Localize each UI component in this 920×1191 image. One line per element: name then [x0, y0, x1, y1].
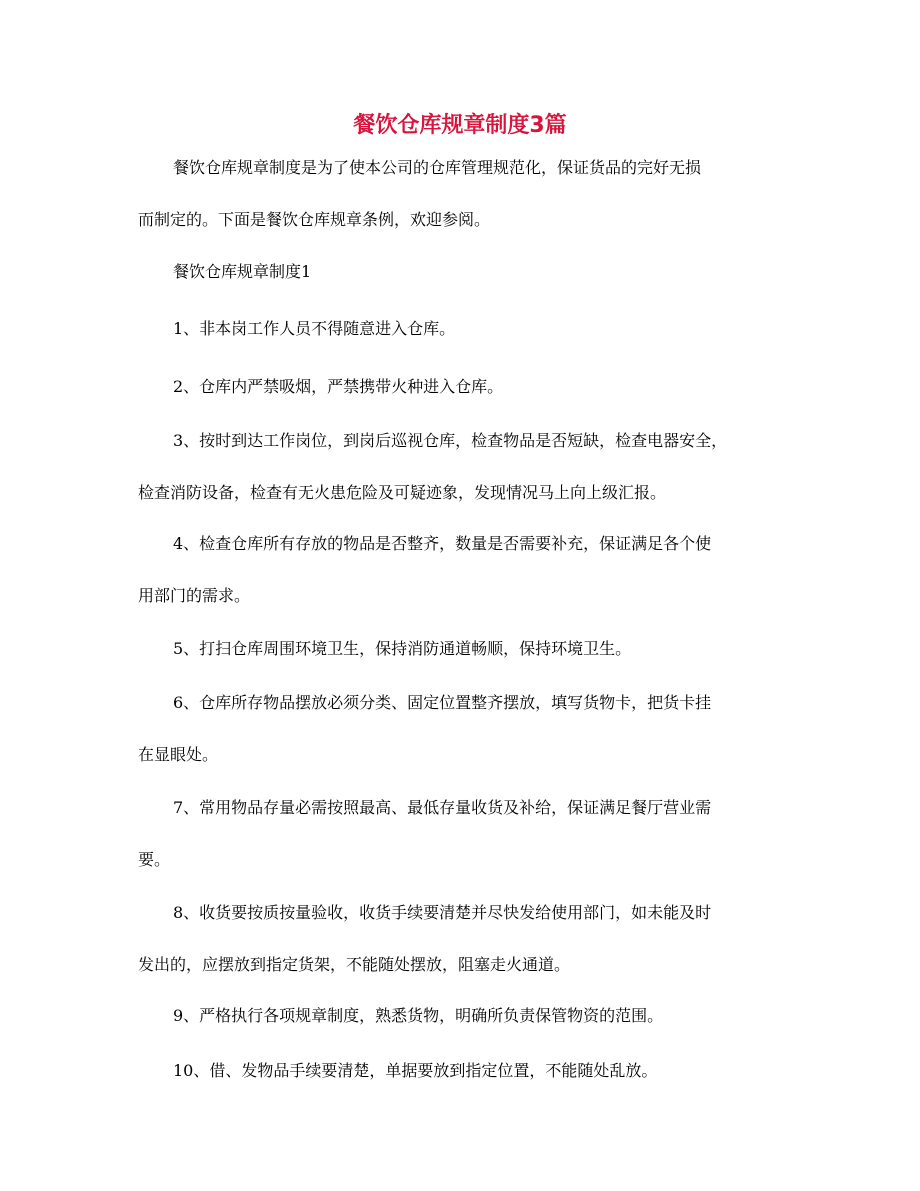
intro-line-2: 而制定的。下面是餐饮仓库规章条例，欢迎参阅。: [138, 210, 491, 229]
rule-item-6-line-2: 在显眼处。: [138, 745, 219, 764]
rule-item-1: [138, 303, 788, 355]
rule-item-10: [138, 1045, 788, 1097]
rule-item-6-line-1: 6、仓库所存物品摆放必须分类、固定位置整齐摆放，填写货物卡，把货卡挂: [173, 693, 712, 712]
rule-item-3: [138, 415, 788, 519]
rule-item-6: [138, 677, 788, 781]
rule-item-9: [138, 990, 788, 1042]
rule-item-10-line-1: 10、借、发物品手续要清楚，单据要放到指定位置，不能随处乱放。: [173, 1061, 658, 1080]
rule-item-3-line-1: 3、按时到达工作岗位，到岗后巡视仓库，检查物品是否短缺，检查电器安全，: [173, 431, 728, 450]
rule-item-8: [138, 887, 788, 991]
section-heading-text: 餐饮仓库规章制度1: [173, 262, 312, 281]
rule-item-7-line-1: 7、常用物品存量必需按照最高、最低存量收货及补给，保证满足餐厅营业需: [173, 798, 712, 817]
rule-item-5-line-1: 5、打扫仓库周围环境卫生，保持消防通道畅顺，保持环境卫生。: [173, 639, 632, 658]
rule-item-7: [138, 782, 788, 886]
rule-item-5: [138, 623, 788, 675]
rule-item-1-line-1: 1、非本岗工作人员不得随意进入仓库。: [173, 319, 456, 338]
section-heading: [138, 246, 788, 298]
rule-item-8-line-1: 8、收货要按质按量验收，收货手续要清楚并尽快发给使用部门，如未能及时: [173, 903, 712, 922]
intro-line-1: 餐饮仓库规章制度是为了使本公司的仓库管理规范化，保证货品的完好无损: [173, 158, 702, 177]
rule-item-4-line-1: 4、检查仓库所有存放的物品是否整齐，数量是否需要补充，保证满足各个使: [173, 534, 712, 553]
rule-item-2: [138, 361, 788, 413]
rule-item-3-line-2: 检查消防设备，检查有无火患危险及可疑迹象，发现情况马上向上级汇报。: [138, 483, 667, 502]
rule-item-7-line-2: 要。: [138, 850, 171, 869]
rule-item-4-line-2: 用部门的需求。: [138, 586, 251, 605]
rule-item-8-line-2: 发出的，应摆放到指定货架，不能随处摆放，阻塞走火通道。: [138, 955, 571, 974]
intro-paragraph: [138, 142, 788, 246]
rule-item-4: [138, 518, 788, 622]
document-title: 餐饮仓库规章制度3篇: [353, 113, 567, 138]
rule-item-9-line-1: 9、严格执行各项规章制度，熟悉货物，明确所负责保管物资的范围。: [173, 1006, 664, 1025]
rule-item-2-line-1: 2、仓库内严禁吸烟，严禁携带火种进入仓库。: [173, 377, 504, 396]
